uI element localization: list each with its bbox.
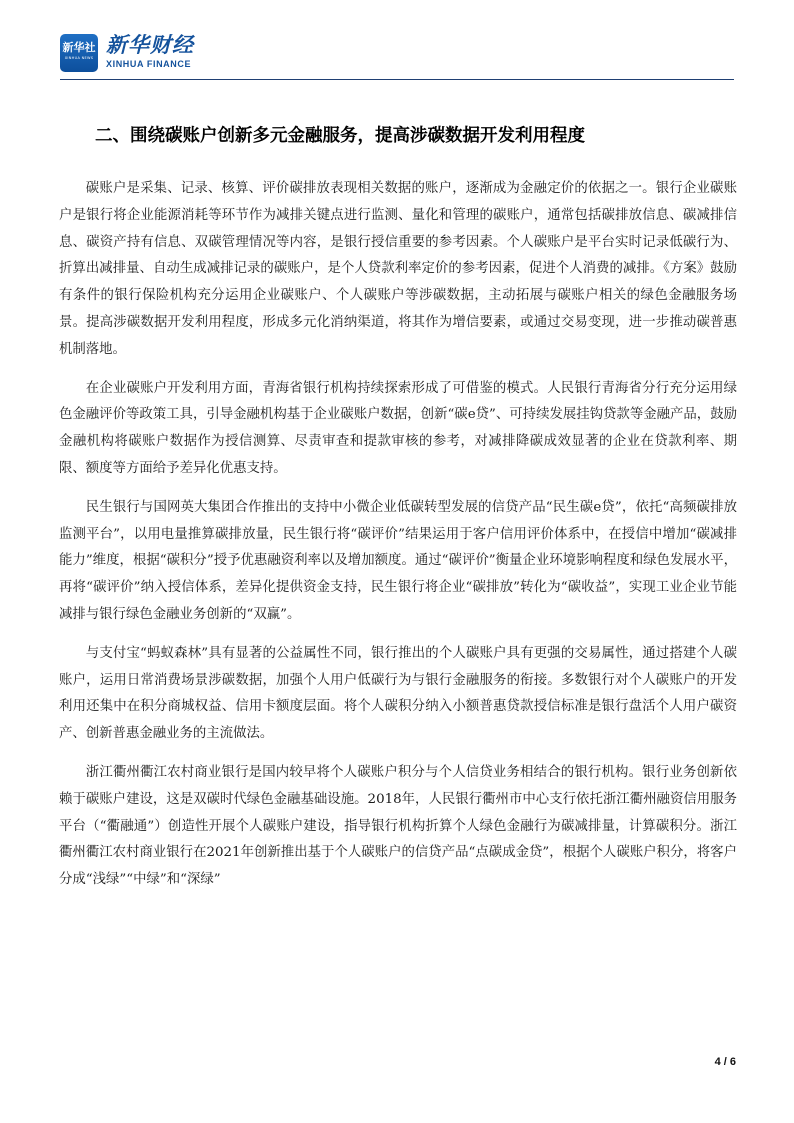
paragraph: 浙江衢州衢江农村商业银行是国内较早将个人碳账户积分与个人信贷业务相结合的银行机构。银行业务创新依赖于碳账户建设，这是双碳时代绿色金融基础设施。2018年，人民银行衢州市中心支行依托浙江衢州融资信用服务平台（“衢融通”）创造性开展个人碳账户建设，指导银行机构折算个人绿色金融行为碳减排量，计算碳积分。浙江衢州衢江农村商业银行在2021年创新推出基于个人碳账户的信贷产品“点碳成金贷”，根据个人碳账户积分，将客户分成“浅绿”“中绿”和“深绿”: [59, 764, 737, 888]
xinhua-logo-icon: [60, 34, 98, 72]
brand-name: [106, 32, 194, 70]
logo-badge-subtext: XINHUA NEWS: [64, 56, 94, 60]
header-divider: [60, 79, 734, 80]
page-header: [60, 32, 736, 80]
brand-name-cn: 新华财经: [106, 32, 194, 57]
page-number: 4 / 6: [714, 1056, 736, 1068]
paragraph: 与支付宝“蚂蚁森林”具有显著的公益属性不同，银行推出的个人碳账户具有更强的交易属性，通过搭建个人碳账户，运用日常消费场景涉碳数据，加强个人用户低碳行为与银行金融服务的衔接。多数银行对个人碳账户的开发利用还集中在积分商城权益、信用卡额度层面。将个人碳积分纳入小额普惠贷款授信标准是银行盘活个人用户碳资产、创新普惠金融业务的主流做法。: [59, 645, 737, 742]
logo-badge-text: 新华社: [62, 41, 96, 54]
paragraph: 民生银行与国网英大集团合作推出的支持中小微企业低碳转型发展的信贷产品“民生碳e贷”，依托“高频碳排放监测平台”，以用电量推算碳排放量，民生银行将“碳评价”结果运用于客户信用评价体系中，在授信中增加“碳减排能力”维度，根据“碳积分”授予优惠融资利率以及增加额度。通过“碳评价”衡量企业环境影响程度和绿色发展水平，再将“碳评价”纳入授信体系，差异化提供资金支持，民生银行将企业“碳排放”转化为“碳收益”，实现工业企业节能减排与银行绿色金融业务创新的“双赢”。: [59, 499, 737, 622]
section-title: 二、围绕碳账户创新多元金融服务，提高涉碳数据开发利用程度: [95, 126, 585, 146]
brand-name-en: XINHUA FINANCE: [106, 59, 192, 69]
body-text: [59, 176, 737, 906]
paragraph: 在企业碳账户开发利用方面，青海省银行机构持续探索形成了可借鉴的模式。人民银行青海省分行充分运用绿色金融评价等政策工具，引导金融机构基于企业碳账户数据，创新“碳e贷”、可持续发展挂钩贷款等金融产品，鼓励金融机构将碳账户数据作为授信测算、尽责审查和提款审核的参考，对减排降碳成效显著的企业在贷款利率、期限、额度等方面给予差异化优惠支持。: [59, 380, 737, 476]
paragraph: 碳账户是采集、记录、核算、评价碳排放表现相关数据的账户，逐渐成为金融定价的依据之一。银行企业碳账户是银行将企业能源消耗等环节作为减排关键点进行监测、量化和管理的碳账户，通常包括碳排放信息、碳减排信息、碳资产持有信息、双碳管理情况等内容，是银行授信重要的参考因素。个人碳账户是平台实时记录低碳行为、折算出减排量、自动生成减排记录的碳账户，是个人贷款利率定价的参考因素，促进个人消费的减排。《方案》鼓励有条件的银行保险机构充分运用企业碳账户、个人碳账户等涉碳数据，主动拓展与碳账户相关的绿色金融服务场景。提高涉碳数据开发利用程度，形成多元化消纳渠道，将其作为增信要素，或通过交易变现，进一步推动碳普惠机制落地。: [59, 181, 737, 357]
